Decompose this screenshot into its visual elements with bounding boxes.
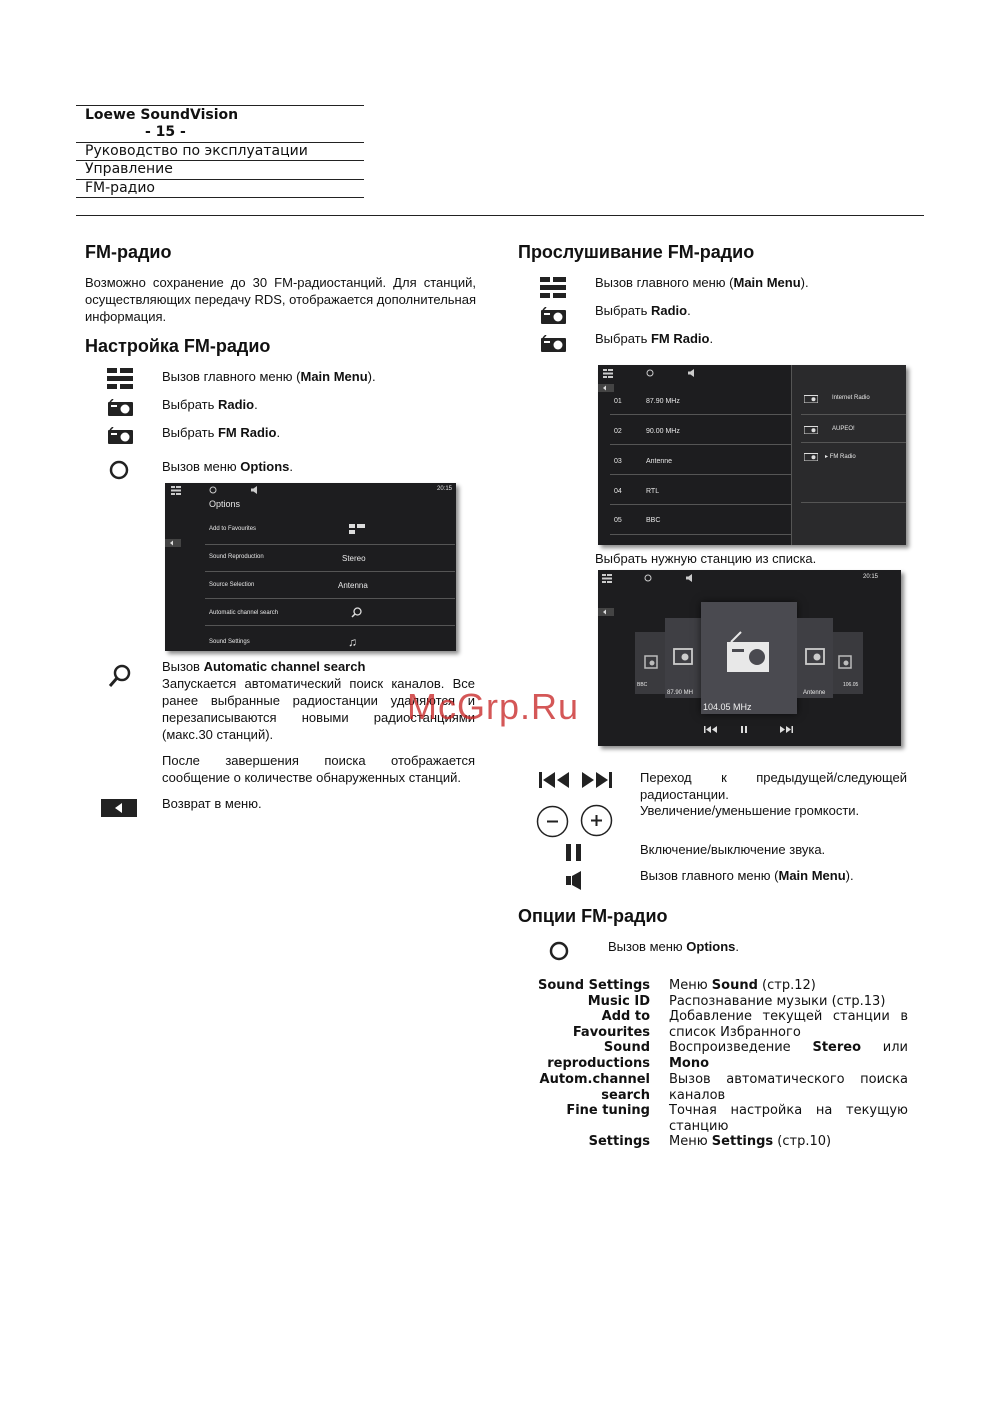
source-fm-radio[interactable]: ▸ FM Radio [825, 454, 856, 460]
station-name[interactable]: 90.00 MHz [646, 428, 680, 435]
options-screenshot [165, 483, 456, 651]
pause-icon [566, 844, 582, 861]
card-8790[interactable] [665, 618, 701, 698]
menu-glyph [171, 486, 181, 497]
clock-time: 20:15 [863, 574, 879, 580]
station-num: 05 [614, 517, 622, 524]
back-tab[interactable] [598, 608, 614, 616]
opt-row-source[interactable]: Source Selection [209, 582, 255, 588]
options-icon-right [549, 941, 569, 961]
speaker-icon [251, 486, 259, 496]
station-num: 02 [614, 428, 622, 435]
after-search-text: После завершения поиска отображается сообщение о количестве обнаруженных станций. [162, 753, 475, 785]
card-label-bbc: BBC [637, 682, 648, 688]
speaker-icon [686, 574, 694, 584]
doc-subtitle: Руководство по эксплуатации [85, 143, 308, 159]
select-station-text: Выбрать нужную станцию из списка. [595, 551, 817, 566]
card-antenne[interactable] [797, 618, 833, 698]
skip-text [640, 769, 907, 803]
section-title-fm: FM-радио [85, 242, 172, 262]
search-small-icon [351, 607, 362, 620]
volume-down-icon [536, 805, 569, 838]
opt-desc: Вызов автоматического поиска каналов [669, 1072, 908, 1103]
options-call-text: Вызов меню Options. [608, 939, 740, 954]
opt-desc: Меню Sound (стр.12) [669, 978, 816, 993]
next-station-icon [581, 772, 612, 788]
doc-brand: Loewe SoundVision [85, 107, 239, 123]
opt-term: Add to Favourites [572, 1009, 650, 1040]
next-button[interactable] [779, 726, 793, 735]
source-radio-icon [804, 394, 818, 405]
menu-glyph [602, 574, 612, 585]
opt-term: Music ID [587, 994, 650, 1009]
pause-button[interactable] [741, 726, 747, 735]
options-circle-icon [644, 574, 652, 584]
options-circle-icon [209, 486, 217, 496]
station-name[interactable]: RTL [646, 488, 660, 495]
step-main-menu: Вызов главного меню (Main Menu). [162, 369, 376, 384]
back-button-icon [101, 799, 137, 817]
doc-section: Управление [85, 161, 173, 177]
auto-search-desc: Запускается автоматический поиск каналов. Все ранее выбранные радиостанции удаляются и перезаписываются новыми радиостанциями (макс.30 станций). [162, 676, 475, 742]
current-frequency: 104.05 MHz [703, 702, 752, 712]
radio-icon [108, 399, 133, 416]
station-name[interactable]: BBC [646, 517, 661, 524]
opt-row-sound-settings[interactable]: Sound Settings [209, 639, 250, 645]
back-tab[interactable] [165, 539, 181, 547]
options-title: Options [209, 499, 241, 509]
speaker-icon [688, 369, 696, 379]
step-fm-radio: Выбрать FM Radio. [162, 425, 281, 440]
station-list-screenshot [598, 365, 906, 545]
speaker-mute-icon [566, 871, 582, 890]
card-label-antenne: Antenne [803, 690, 826, 696]
source-internet-radio[interactable]: Internet Radio [832, 395, 870, 401]
opt-row-auto-search[interactable]: Automatic channel search [209, 610, 279, 616]
intro-paragraph: Возможно сохранение до 30 FM-радиостанций. Для станций, осуществляющих передачу RDS, отображается дополнительная информация. [85, 275, 476, 324]
card-label-10605: 106.05 [843, 682, 859, 688]
opt-desc: Воспроизведение Stereo или Mono [669, 1040, 908, 1071]
opt-row-sound-repro[interactable]: Sound Reproduction [209, 554, 264, 560]
fm-radio-icon-right [541, 335, 566, 352]
card-current[interactable] [701, 602, 797, 714]
prev-station-icon [539, 772, 570, 788]
opt-desc: Точная настройка на текущую станцию [669, 1103, 908, 1134]
favourites-icon [349, 524, 365, 537]
clock-time: 20:15 [437, 486, 453, 492]
source-radio-icon [804, 452, 818, 463]
doc-topic: FM-радио [85, 180, 155, 196]
station-name[interactable]: 87.90 MHz [646, 398, 680, 405]
radio-icon-right [541, 307, 566, 324]
menu-text: Вызов главного меню (Main Menu). [640, 868, 854, 883]
opt-row-favourites[interactable]: Add to Favourites [209, 526, 257, 532]
opt-desc: Меню Settings (стр.10) [669, 1134, 832, 1149]
r-step-main-menu: Вызов главного меню (Main Menu). [595, 275, 809, 290]
auto-search-title: Вызов Automatic channel search [162, 659, 366, 674]
mute-text: Включение/выключение звука. [640, 842, 826, 857]
opt-desc: Добавление текущей станции в список Избранного [669, 1009, 908, 1040]
menu-glyph [603, 369, 613, 380]
section-title-options: Опции FM-радио [518, 906, 668, 926]
section-title-listening: Прослушивание FM-радио [518, 242, 755, 262]
step-options: Вызов меню Options. [162, 459, 294, 474]
station-num: 04 [614, 488, 622, 495]
opt-term: Sound Settings [538, 978, 650, 993]
music-note-icon: ♫ [348, 635, 357, 649]
player-screenshot [598, 570, 901, 746]
search-icon [108, 664, 132, 688]
main-menu-icon [107, 368, 133, 390]
opt-term: Sound reproductions [547, 1040, 650, 1071]
r-step-fm-radio: Выбрать FM Radio. [595, 331, 714, 346]
volume-text: Увеличение/уменьшение громкости. [640, 803, 860, 818]
opt-term: Autom.channel search [539, 1072, 650, 1103]
back-text: Возврат в меню. [162, 796, 262, 811]
step-radio: Выбрать Radio. [162, 397, 258, 412]
source-radio-icon [804, 425, 818, 436]
prev-button[interactable] [704, 726, 718, 735]
station-name[interactable]: Antenne [646, 458, 673, 465]
opt-value-stereo: Stereo [342, 554, 366, 563]
opt-desc: Распознавание музыки (стр.13) [669, 994, 886, 1009]
page-number: - 15 - [145, 124, 186, 140]
station-num: 01 [614, 398, 622, 405]
opt-term: Settings [588, 1134, 650, 1149]
section-title-setup: Настройка FM-радио [85, 336, 271, 356]
station-num: 03 [614, 458, 622, 465]
volume-up-icon [580, 804, 613, 837]
card-label-8790: 87.90 MH [667, 690, 694, 696]
watermark: McGrp.Ru [407, 686, 580, 727]
source-aupeo[interactable]: AUPEO! [832, 426, 855, 432]
main-menu-icon-right [540, 277, 566, 299]
opt-term: Fine tuning [566, 1103, 650, 1118]
options-icon [109, 460, 129, 480]
fm-radio-icon [108, 427, 133, 444]
r-step-radio: Выбрать Radio. [595, 303, 691, 318]
options-circle-icon [646, 369, 654, 379]
opt-value-antenna: Antenna [338, 581, 368, 590]
skip-text-line: Переход к предыдущей/следующей радиостанции. [640, 770, 907, 802]
